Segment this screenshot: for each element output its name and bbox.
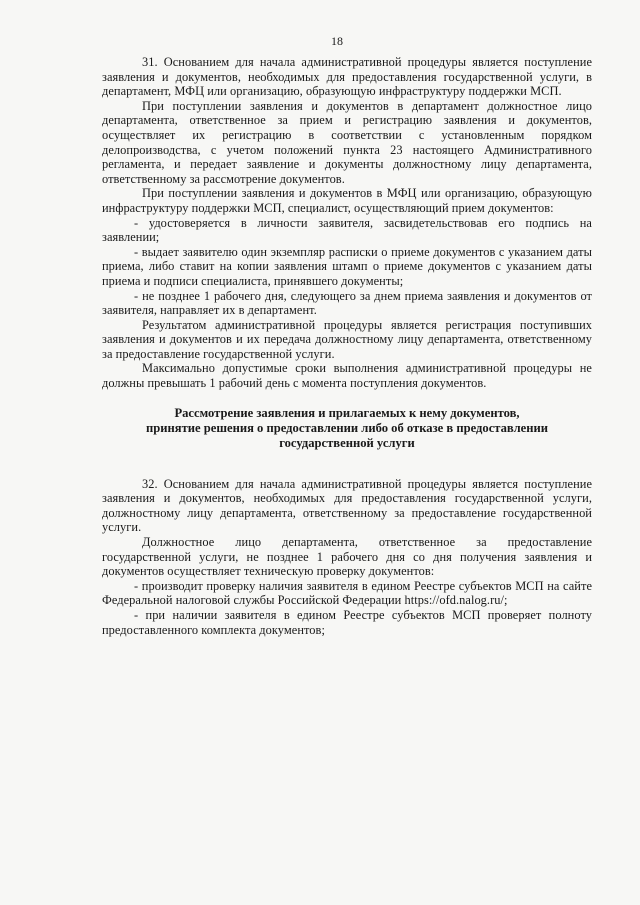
paragraph: 32. Основанием для начала административной процедуры является поступление заявления и документов, необходимых для предоставления государственной услуги, должностному лицу департамента, ответственному за предоставление государственной услуги. [102, 476, 592, 535]
list-item: - удостоверяется в личности заявителя, засвидетельствовав его подпись на заявлении; [102, 215, 592, 245]
section-heading [102, 406, 592, 451]
list-item: - не позднее 1 рабочего дня, следующего за днем приема заявления и документов от заявителя, направляет их в департамент. [102, 288, 592, 318]
list-item: - при наличии заявителя в едином Реестре субъектов МСП проверяет полноту предоставленного комплекта документов; [102, 608, 592, 637]
list-item: - выдает заявителю один экземпляр расписки о приеме документов с указанием даты приема, либо ставит на копии заявления штамп о приеме документов с указанием даты приема и подписи специалиста, принявшего документы; [102, 244, 592, 288]
list-item: - производит проверку наличия заявителя в едином Реестре субъектов МСП на сайте Федеральной налоговой службы Российской Федерации https://ofd.nalog.ru/; [102, 578, 592, 608]
paragraph: 31. Основанием для начала административной процедуры является поступление заявления и документов, необходимых для предоставления государственной услуги, в департамент, МФЦ или организацию, образующую инфраструктуру поддержки МСП. [102, 55, 592, 99]
section-32 [102, 477, 592, 638]
paragraph: Результатом административной процедуры является регистрация поступивших заявления и документов и их передача должностному лицу департамента, ответственному за предоставление государственной услуги. [102, 317, 592, 361]
heading-line: Рассмотрение заявления и прилагаемых к нему документов, [174, 405, 520, 420]
paragraph: При поступлении заявления и документов в МФЦ или организацию, образующую инфраструктуру поддержки МСП, специалист, осуществляющий прием документов: [102, 186, 592, 215]
paragraph: Должностное лицо департамента, ответственное за предоставление государственной услуги, не позднее 1 рабочего дня со дня получения заявления и документов осуществляет техническую проверку документов: [102, 535, 592, 579]
heading-line: принятие решения о предоставлении либо об отказе в предоставлении [146, 420, 548, 435]
page-number: 18 [331, 34, 343, 48]
heading-line: государственной услуги [279, 435, 415, 450]
paragraph: При поступлении заявления и документов в департамент должностное лицо департамента, ответственное за прием и регистрацию заявления и документов, осуществляет их регистрацию в соответствии с установленным порядком делопроизводства, с учетом положений пункта 23 настоящего Административного регламента, и передает заявление и документы должностному лицу департамента, ответственному за рассмотрение документов. [102, 98, 592, 186]
section-31 [102, 55, 592, 391]
paragraph: Максимально допустимые сроки выполнения административной процедуры не должны превышать 1 рабочий день с момента поступления документов. [102, 361, 592, 391]
